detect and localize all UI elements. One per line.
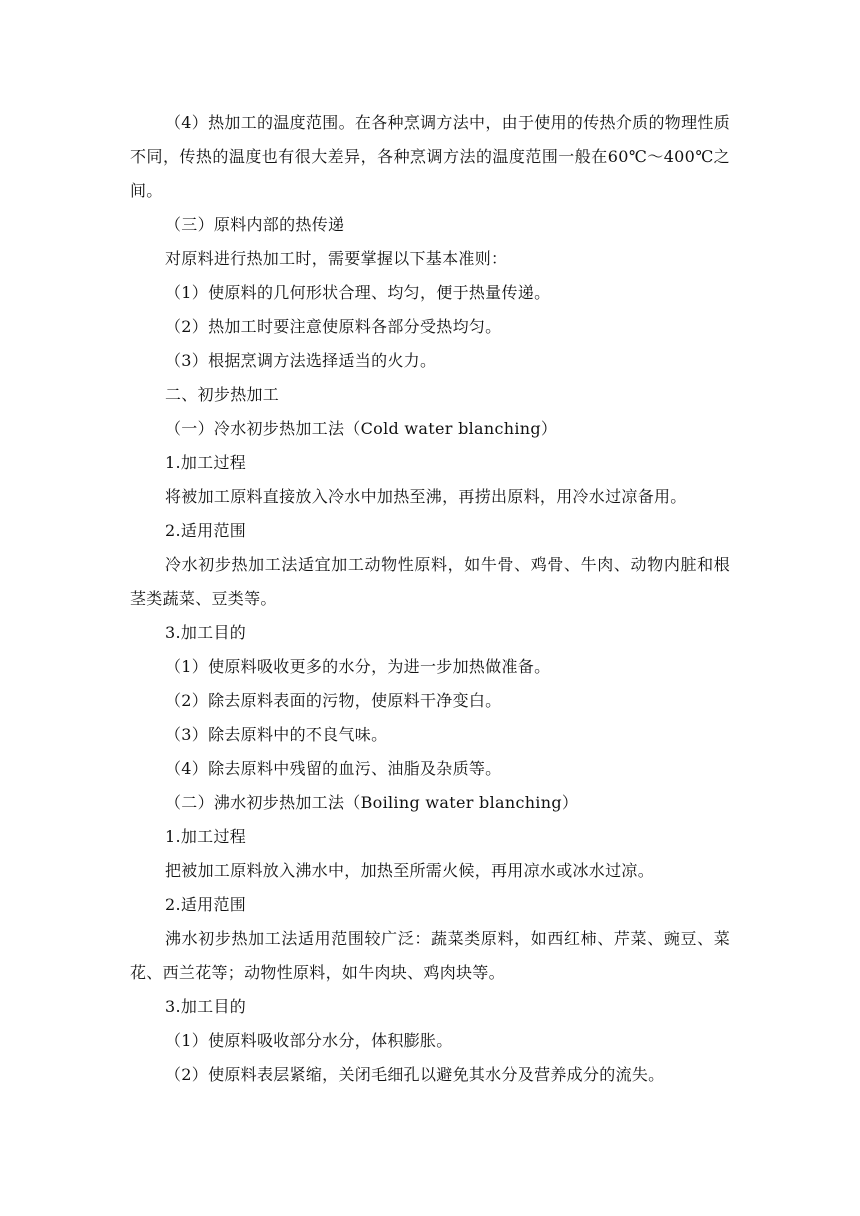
heading-cold-water-blanching: （一）冷水初步热加工法（Cold water blanching） [165,419,558,438]
subheading-scope: 2.适用范围 [165,521,247,540]
list-item: （2）除去原料表面的污物，使原料干净变白。 [165,691,502,710]
paragraph-cold-scope: 冷水初步热加工法适宜加工动物性原料，如牛骨、鸡骨、牛肉、动物内脏和根茎类蔬菜、豆类等。 [130,555,730,608]
paragraph-temperature-range: （4）热加工的温度范围。在各种烹调方法中，由于使用的传热介质的物理性质不同，传热的温度也有很大差异，各种烹调方法的温度范围一般在60℃～400℃之间。 [130,113,730,200]
heading-boiling-water-blanching: （二）沸水初步热加工法（Boiling water blanching） [165,793,579,812]
document-body [130,106,730,1092]
subheading-process: 1.加工过程 [165,453,247,472]
list-item: （2）使原料表层紧缩，关闭毛细孔以避免其水分及营养成分的流失。 [165,1065,665,1084]
list-item: （4）除去原料中残留的血污、油脂及杂质等。 [165,759,502,778]
list-item: （1）使原料的几何形状合理、均匀，便于热量传递。 [165,283,551,302]
paragraph-principles-intro: 对原料进行热加工时，需要掌握以下基本准则： [165,249,508,268]
heading-internal-heat-transfer: （三）原料内部的热传递 [165,215,345,234]
list-item: （3）根据烹调方法选择适当的火力。 [165,351,437,370]
subheading-process: 1.加工过程 [165,827,247,846]
subheading-purpose: 3.加工目的 [165,623,247,642]
paragraph-cold-process: 将被加工原料直接放入冷水中加热至沸，再捞出原料，用冷水过凉备用。 [165,487,687,506]
subheading-scope: 2.适用范围 [165,895,247,914]
list-item: （3）除去原料中的不良气味。 [165,725,388,744]
heading-preliminary-heat-processing: 二、初步热加工 [165,385,280,404]
list-item: （2）热加工时要注意使原料各部分受热均匀。 [165,317,502,336]
paragraph-boiling-process: 把被加工原料放入沸水中，加热至所需火候，再用凉水或冰水过凉。 [165,861,655,880]
list-item: （1）使原料吸收更多的水分，为进一步加热做准备。 [165,657,551,676]
subheading-purpose: 3.加工目的 [165,997,247,1016]
list-item: （1）使原料吸收部分水分，体积膨胀。 [165,1031,453,1050]
paragraph-boiling-scope: 沸水初步热加工法适用范围较广泛：蔬菜类原料，如西红柿、芹菜、豌豆、菜花、西兰花等；动物性原料，如牛肉块、鸡肉块等。 [130,929,730,982]
